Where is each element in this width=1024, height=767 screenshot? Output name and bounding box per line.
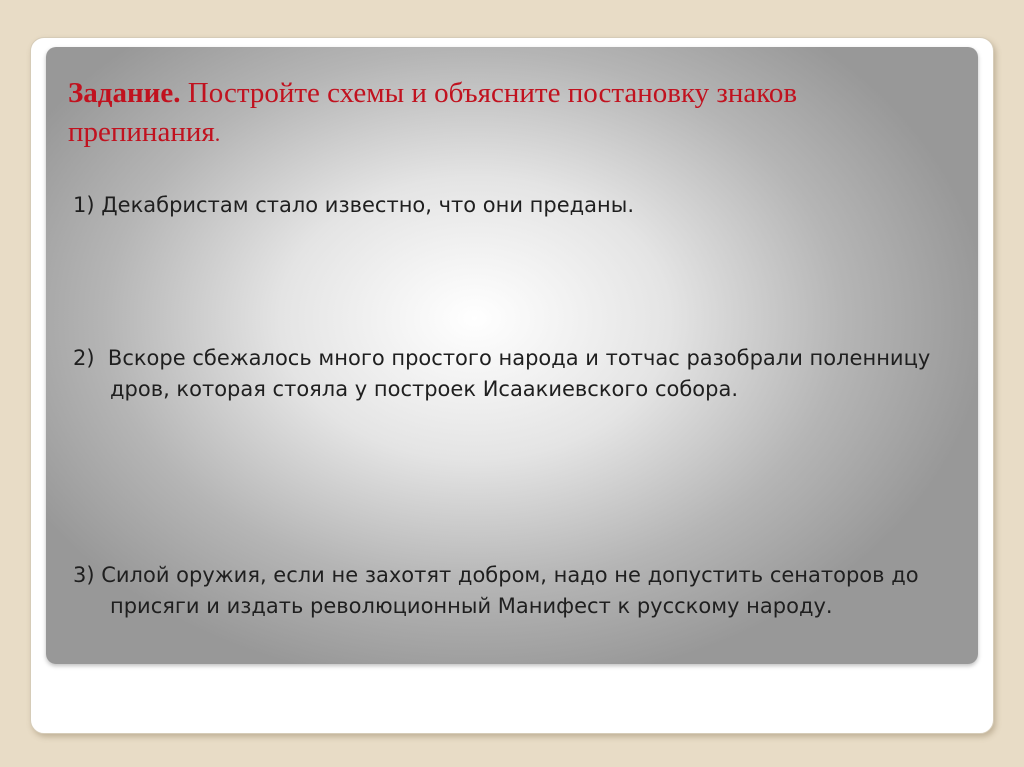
- item-text: Силой оружия, если не захотят добром, надо не допустить сенаторов до присяги и издать революционный Манифест к русскому народу.: [94, 563, 919, 618]
- sentence-item-1: [73, 190, 953, 221]
- task-title: [68, 74, 948, 153]
- task-period: .: [214, 121, 221, 146]
- sentence-item-3: [73, 560, 953, 622]
- item-number: 3): [73, 563, 95, 587]
- item-number: 2): [73, 346, 95, 370]
- item-text: Декабристам стало известно, что они преданы.: [94, 193, 635, 217]
- item-text: Вскоре сбежалось много простого народа и тотчас разобрали поленницу дров, которая стояла у построек Исаакиевского собора.: [94, 346, 937, 401]
- task-label: Задание.: [68, 77, 181, 109]
- sentence-item-2: [73, 343, 953, 405]
- task-text: Постройте схемы и объясните постановку знаков препинания: [68, 77, 798, 148]
- item-number: 1): [73, 193, 95, 217]
